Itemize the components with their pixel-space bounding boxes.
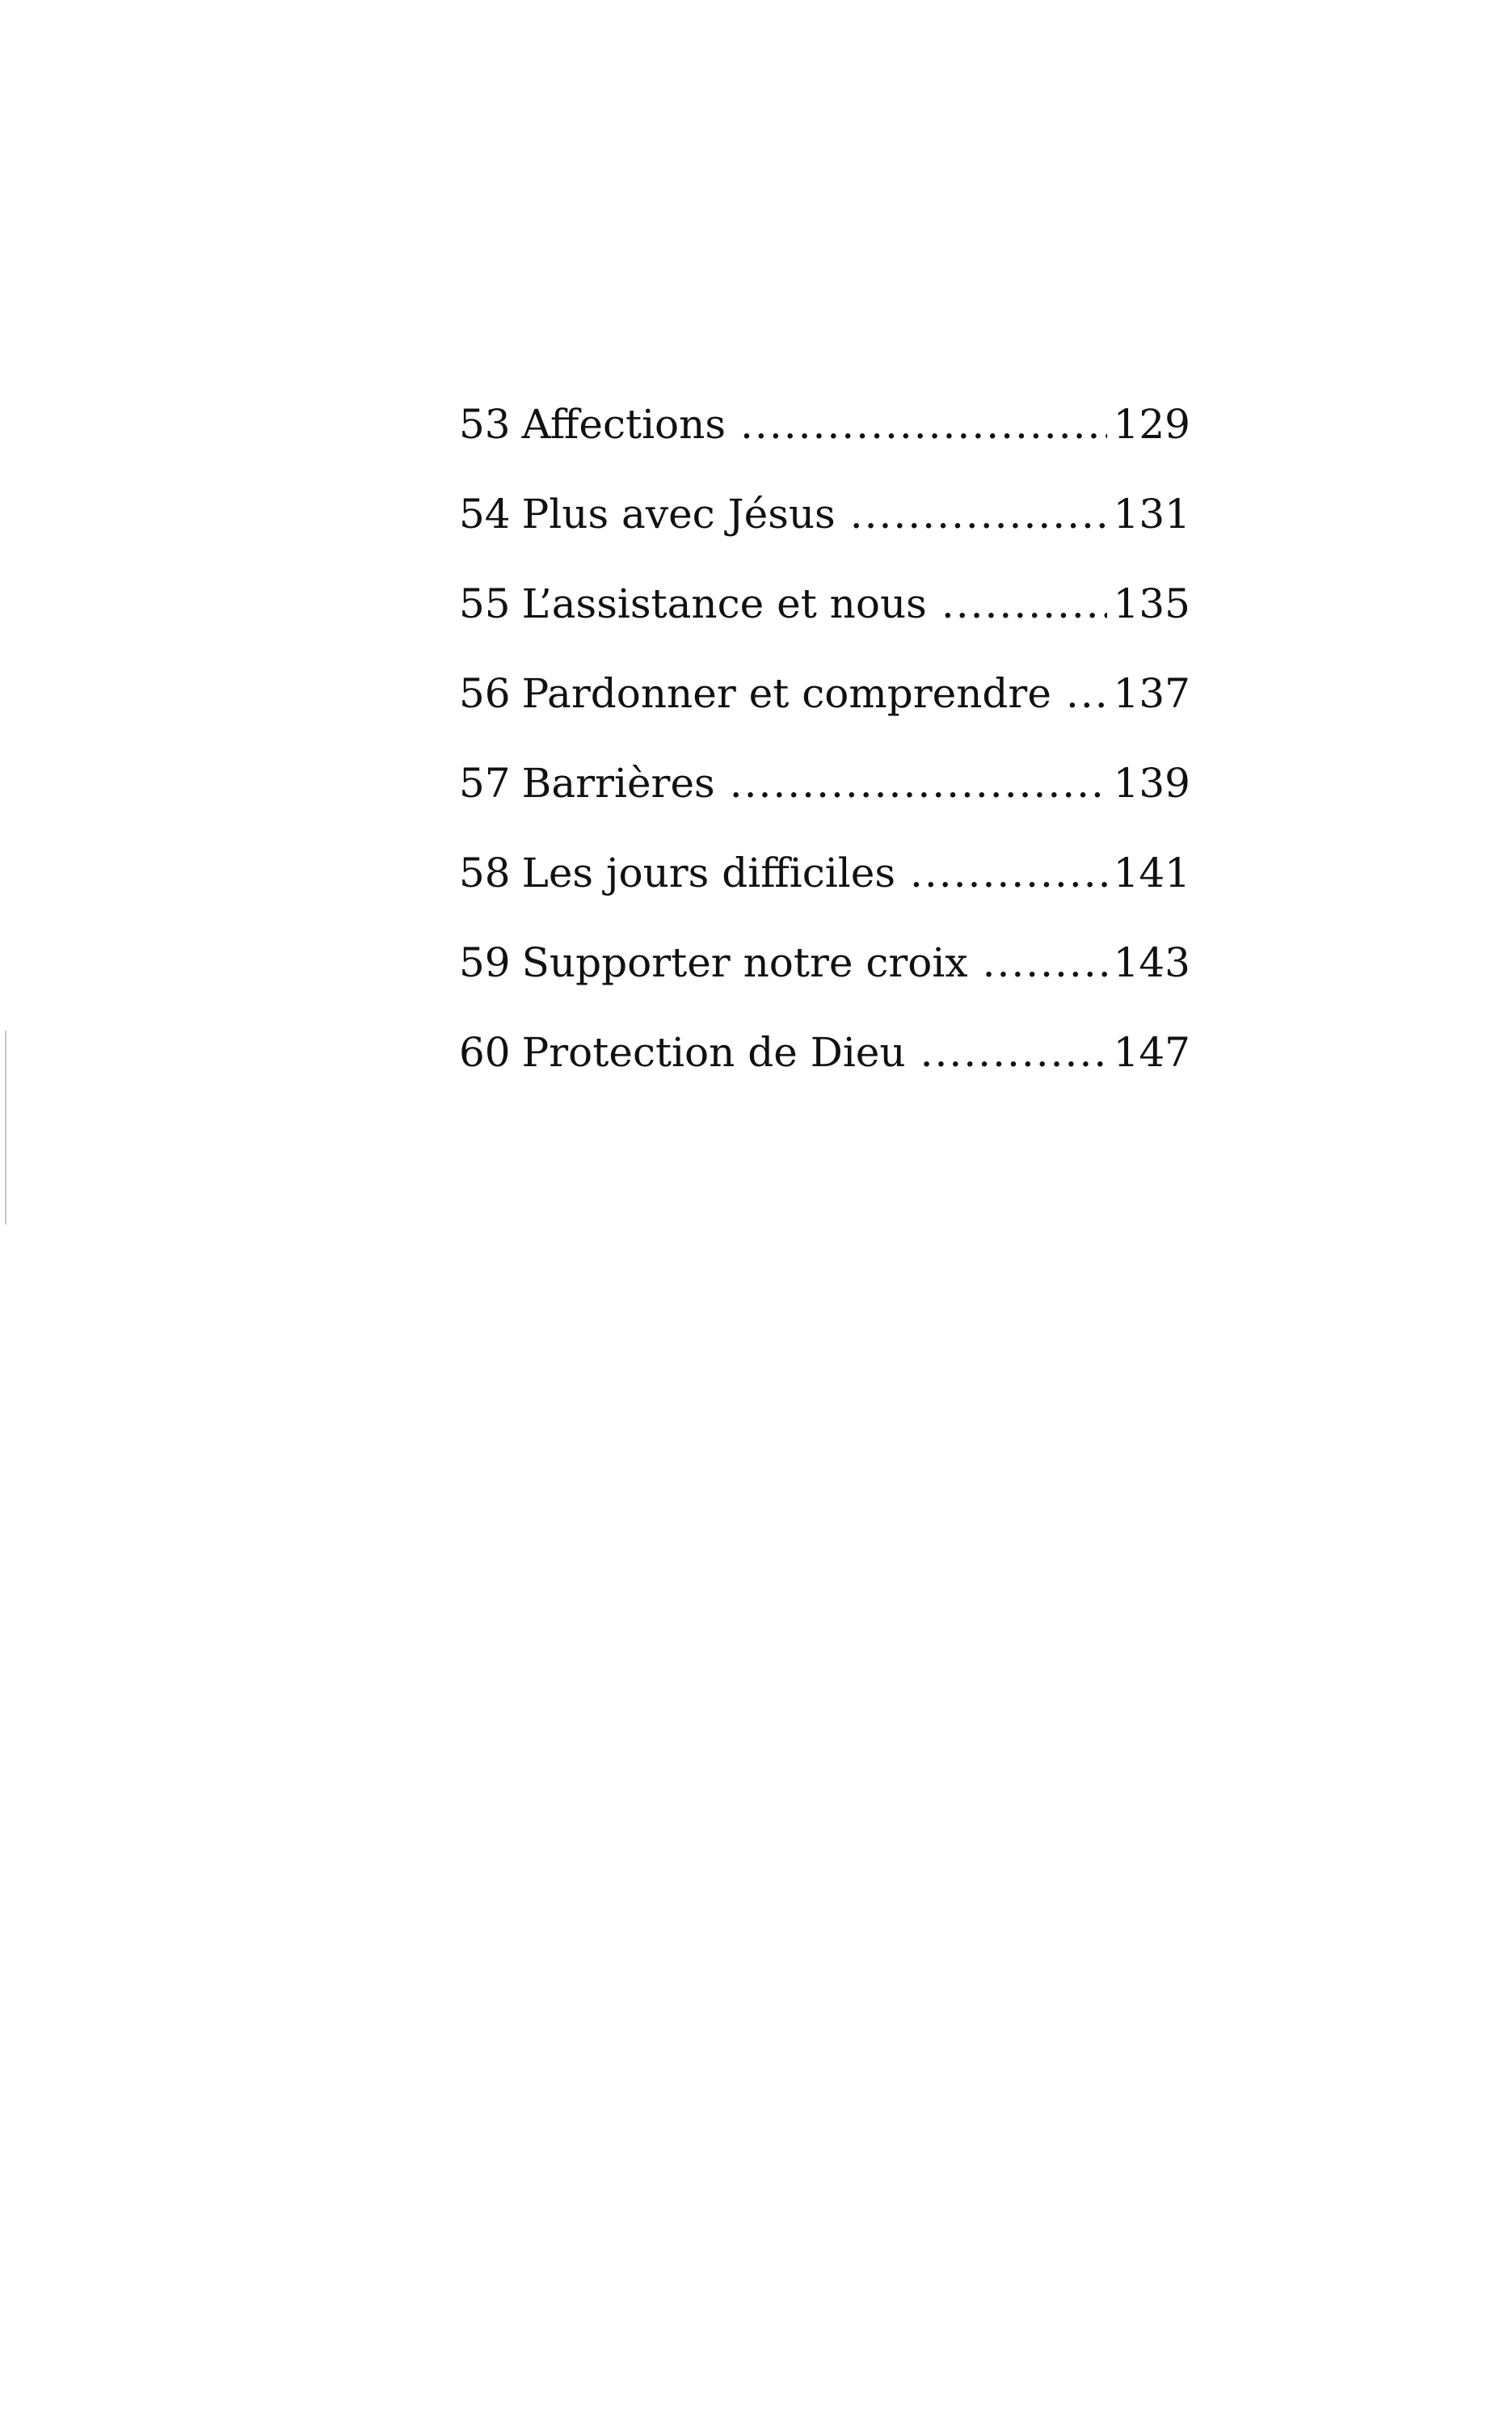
toc-entry-number: 54 [459,491,511,538]
toc-leader-dots [1066,657,1107,730]
toc-entry-number: 55 [459,580,511,627]
toc-leader-dots [920,1016,1107,1089]
toc-entry-title: Protection de Dieu [521,1029,906,1076]
toc-entry-title: L’assistance et nous [521,580,927,627]
toc-entry [459,926,1190,1016]
toc-entry-number: 53 [459,401,511,448]
table-of-contents [459,388,1190,1106]
toc-entry-number: 58 [459,850,511,896]
toc-entry [459,388,1190,478]
toc-entry-number: 60 [459,1029,511,1076]
toc-entry [459,567,1190,657]
toc-entry-page: 129 [1113,401,1190,448]
toc-entry [459,747,1190,837]
toc-entry-number: 59 [459,939,511,986]
toc-entry-title: Affections [521,401,727,448]
toc-entry-page: 139 [1113,760,1190,807]
toc-entry-title: Supporter notre croix [521,939,968,986]
toc-entry-page: 141 [1113,850,1190,896]
toc-entry [459,657,1190,747]
toc-entry-title: Pardonner et comprendre [521,670,1051,717]
toc-entry-page: 131 [1113,491,1190,538]
toc-entry-number: 56 [459,670,511,717]
toc-leader-dots [910,837,1107,909]
toc-leader-dots [941,567,1107,640]
toc-entry-number: 57 [459,760,511,807]
scan-edge-line [5,1031,6,1225]
toc-leader-dots [730,747,1107,820]
toc-entry-page: 143 [1113,939,1190,986]
toc-leader-dots [983,926,1107,999]
toc-entry-title: Plus avec Jésus [521,491,836,538]
toc-entry-page: 137 [1113,670,1190,717]
toc-entry-title: Barrières [521,760,715,807]
toc-leader-dots [850,478,1107,550]
toc-entry [459,1016,1190,1106]
toc-leader-dots [740,388,1107,461]
toc-entry-title: Les jours difficiles [521,850,895,896]
toc-entry-page: 147 [1113,1029,1190,1076]
toc-entry-page: 135 [1113,580,1190,627]
toc-entry [459,478,1190,567]
toc-entry [459,837,1190,926]
